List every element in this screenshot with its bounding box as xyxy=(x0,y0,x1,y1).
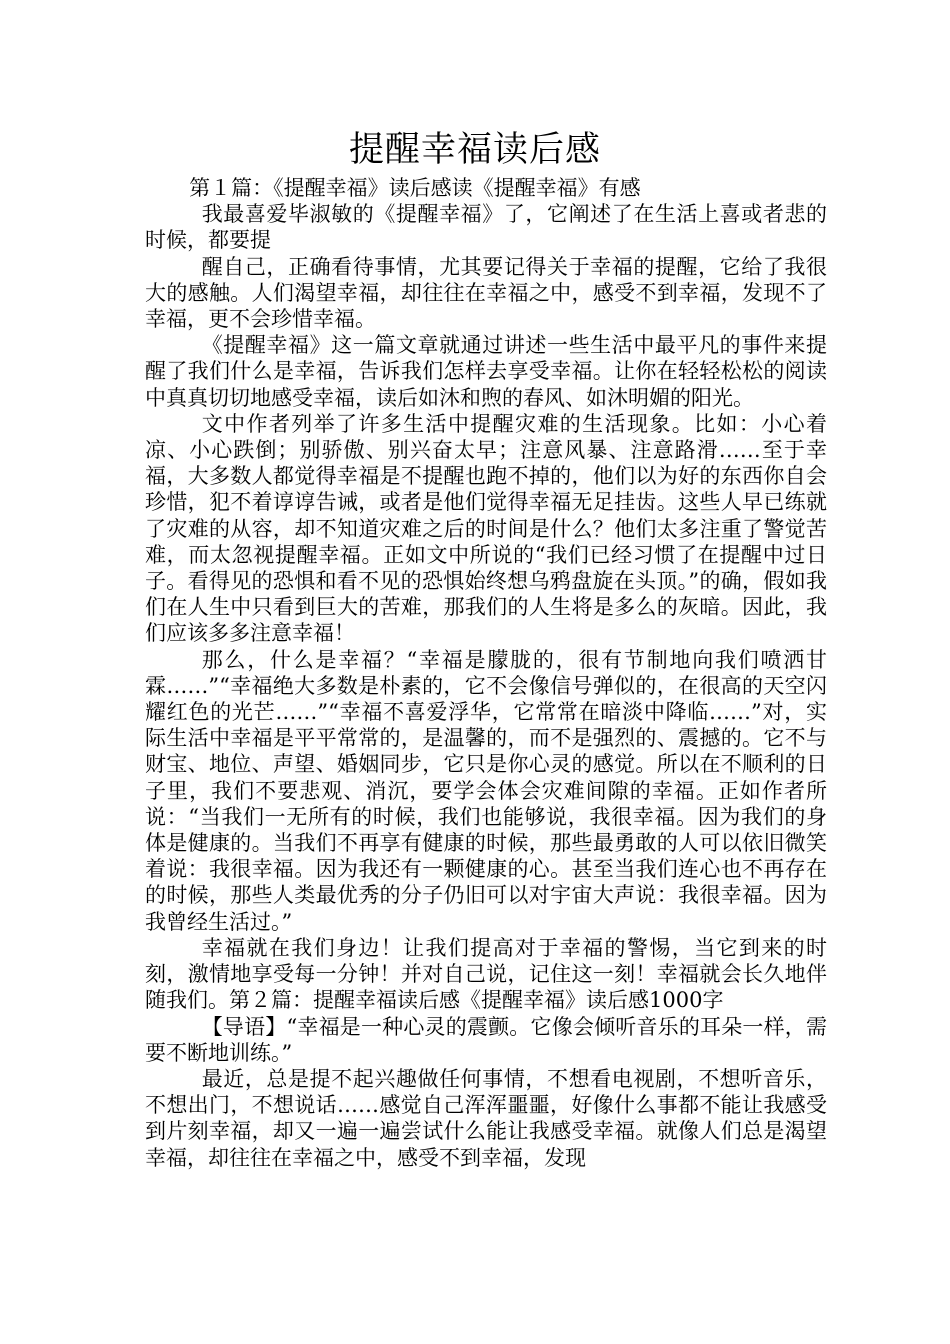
paragraph: 醒自己，正确看待事情，尤其要记得关于幸福的提醒，它给了我很大的感触。人们渴望幸福，却往往在幸福之中，感受不到幸福，发现不了幸福，更不会珍惜幸福。 xyxy=(145,254,827,332)
paragraph: 幸福就在我们身边！让我们提高对于幸福的警惕，当它到来的时刻，激情地享受每一分钟！并对自己说，记住这一刻！幸福就会长久地伴随我们。第２篇：提醒幸福读后感《提醒幸福》读后感1000字 xyxy=(145,935,827,1013)
paragraph: 【导语】“幸福是一种心灵的震颤。它像会倾听音乐的耳朵一样，需要不断地训练。” xyxy=(145,1014,827,1065)
section-heading: 第１篇：《提醒幸福》读后感读《提醒幸福》有感 xyxy=(189,176,641,200)
paragraph: 那么，什么是幸福？“幸福是朦胧的，很有节制地向我们喷洒甘霖……”“幸福绝大多数是朴素的，它不会像信号弹似的，在很高的天空闪耀红色的光芒……”“幸福不喜爱浮华，它常常在暗淡中降临……”对，实际生活中幸福是平平常常的，是温馨的，而不是强烈的、震撼的。它不与财宝、地位、声望、婚姻同步，它只是你心灵的感觉。所以在不顺利的日子里，我们不要悲观、消沉，要学会体会灾难间隙的幸福。正如作者所说：“当我们一无所有的时候，我们也能够说，我很幸福。因为我们的身体是健康的。当我们不再享有健康的时候，那些最勇敢的人可以依旧微笑着说：我很幸福。因为我还有一颗健康的心。甚至当我们连心也不再存在的时候，那些人类最优秀的分子仍旧可以对宇宙大声说：我很幸福。因为我曾经生活过。” xyxy=(145,647,827,934)
document-body xyxy=(145,175,827,1171)
paragraph: 《提醒幸福》这一篇文章就通过讲述一些生活中最平凡的事件来提醒了我们什么是幸福，告诉我们怎样去享受幸福。让你在轻轻松松的阅读中真真切切地感受幸福，读后如沐和煦的春风、如沐明媚的阳光。 xyxy=(145,333,827,410)
paragraph: 文中作者列举了许多生活中提醒灾难的生活现象。比如：小心着凉、小心跌倒；别骄傲、别兴奋太早；注意风暴、注意路滑……至于幸福，大多数人都觉得幸福是不提醒也跑不掉的，他们以为好的东西你自会珍惜，犯不着谆谆告诫，或者是他们觉得幸福无足挂齿。这些人早已练就了灾难的从容，却不知道灾难之后的时间是什么？他们太多注重了警觉苦难，而太忽视提醒幸福。正如文中所说的“我们已经习惯了在提醒中过日子。看得见的恐惧和看不见的恐惧始终想乌鸦盘旋在头顶。”的确，假如我们在人生中只看到巨大的苦难，那我们的人生将是多么的灰暗。因此，我们应该多多注意幸福！ xyxy=(145,411,827,646)
document-title: 提醒幸福读后感 xyxy=(348,130,601,170)
paragraph: 最近，总是提不起兴趣做任何事情，不想看电视剧，不想听音乐，不想出门，不想说话……感觉自己浑浑噩噩，好像什么事都不能让我感受到片刻幸福，却又一遍一遍尝试什么能让我感受幸福。就像人们总是渴望幸福，却往往在幸福之中，感受不到幸福，发现 xyxy=(145,1066,827,1170)
paragraph: 我最喜爱毕淑敏的《提醒幸福》了，它阐述了在生活上喜或者悲的时候，都要提 xyxy=(145,202,827,253)
